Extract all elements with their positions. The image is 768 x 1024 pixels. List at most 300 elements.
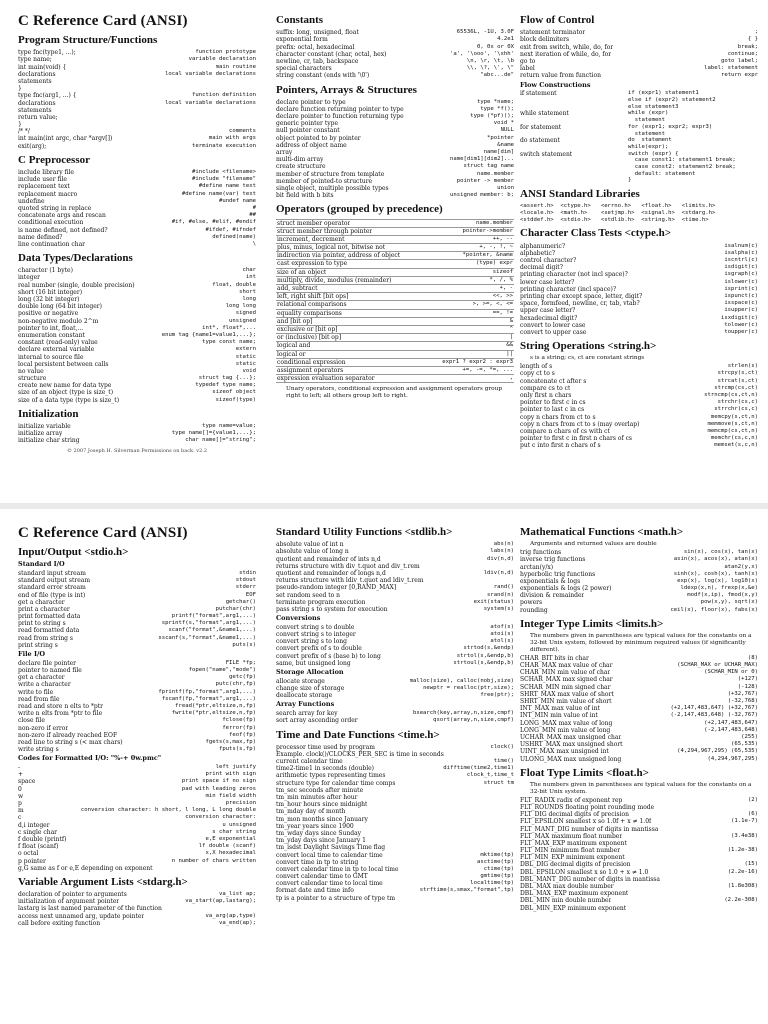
row-syntax: memchr(cs,c,n) xyxy=(710,435,758,442)
row-syntax: name.member xyxy=(476,170,514,177)
row-description: UCHAR_MAX max unsigned char xyxy=(520,733,622,741)
row-syntax: sinh(x), cosh(x), tanh(x) xyxy=(673,570,758,577)
card-title: C Reference Card (ANSI) xyxy=(18,13,188,29)
row-description: - xyxy=(18,764,21,772)
reference-row xyxy=(276,293,514,301)
reference-row xyxy=(276,765,514,772)
row-description: FLT_RADIX radix of exponent rep xyxy=(520,796,623,804)
row-description: tm_isdst Daylight Savings Time flag xyxy=(276,844,386,852)
row-syntax: strrchr(cs,c) xyxy=(714,406,758,413)
row-description: logical or xyxy=(277,350,306,358)
section-heading: Float Type Limits <float.h> xyxy=(520,766,649,779)
reference-row xyxy=(276,178,514,185)
reference-row xyxy=(520,385,758,392)
construction-code: while (expr) statement xyxy=(628,110,669,124)
row-description: standard output stream xyxy=(18,577,91,585)
reference-row xyxy=(276,895,514,902)
row-description: write to file xyxy=(18,688,54,696)
row-syntax: isupper(c) xyxy=(724,307,758,314)
section-rows xyxy=(520,655,758,763)
reference-row xyxy=(520,727,758,734)
row-syntax: newptr = realloc(ptr,size); xyxy=(423,684,514,691)
reference-row xyxy=(18,843,256,850)
limits-note: The numbers given in parentheses are typical values for the constants on a 32-bit Unix system, followed by minimum required values (if significantly different). xyxy=(530,633,752,653)
row-description: upper case letter? xyxy=(520,307,576,315)
reference-row xyxy=(18,660,256,667)
row-syntax: void * xyxy=(493,120,514,127)
row-syntax: ispunct(c) xyxy=(724,292,758,299)
reference-row xyxy=(18,606,256,613)
row-syntax: (type) expr xyxy=(475,260,513,267)
reference-row xyxy=(276,277,514,285)
row-syntax: atoi(s) xyxy=(490,631,514,638)
construction-name: if statement xyxy=(520,90,557,98)
row-syntax: min field width xyxy=(205,792,256,799)
row-description: character (1 byte) xyxy=(18,267,73,275)
row-syntax: main with args xyxy=(208,135,256,142)
reference-row xyxy=(520,897,758,904)
row-description: struct member operator xyxy=(277,219,351,227)
row-description: CHAR_MAX max value of char xyxy=(520,662,613,670)
section-heading: C Preprocessor xyxy=(18,153,90,166)
library-line: <stddef.h> <stdio.h> <stdlib.h> <string.h> <time.h> xyxy=(520,216,709,223)
row-description: trig functions xyxy=(520,549,562,557)
row-syntax: variable declaration xyxy=(188,56,256,63)
section-rows xyxy=(18,49,256,150)
row-description: constant (read-only) value xyxy=(18,339,98,347)
row-description: DBL_MAX max double number xyxy=(520,883,614,891)
row-description: non-zero if error xyxy=(18,724,69,732)
row-syntax: type const name; xyxy=(202,339,256,346)
row-syntax: name[dim] xyxy=(483,149,514,155)
reference-row xyxy=(18,599,256,606)
row-description: declare pointer to function returning type xyxy=(276,113,404,121)
section-heading: Pointers, Arrays & Structures xyxy=(276,83,417,96)
reference-row xyxy=(276,51,514,58)
reference-row xyxy=(520,854,758,861)
row-description: quotient and remainder of ints n,d xyxy=(276,555,381,563)
row-syntax: strtol(s,&endp,b) xyxy=(456,652,514,659)
row-syntax: #ifdef, #ifndef xyxy=(205,226,256,233)
row-syntax: strchr(cs,c) xyxy=(717,399,758,406)
row-syntax: break; xyxy=(737,43,758,50)
row-syntax: localtime(tp) xyxy=(470,880,514,887)
row-description: USHRT_MAX max unsigned short xyxy=(520,741,623,749)
operators-note: Unary operators, conditional expression and assignment operators group right to left; all others group left to right. xyxy=(286,386,503,400)
row-description: newline, cr, tab, backspace xyxy=(276,57,359,65)
row-syntax: asin(x), acos(x), atan(x) xyxy=(673,556,758,563)
row-syntax: abs(n) xyxy=(493,541,514,548)
subsection-heading: Conversions xyxy=(276,614,321,623)
operator-precedence-table xyxy=(276,219,514,384)
row-syntax: struct tag name xyxy=(463,163,514,170)
row-syntax: malloc(size), calloc(nobj,size) xyxy=(409,677,514,684)
reference-row xyxy=(276,584,514,591)
row-syntax: fprintf(fp,"format",arg1,...) xyxy=(158,688,256,695)
row-description: arctan(y/x) xyxy=(520,563,554,571)
row-syntax: || xyxy=(506,350,513,357)
reference-row xyxy=(18,764,256,771)
construction-row xyxy=(520,90,758,110)
reference-row xyxy=(520,264,758,271)
reference-row xyxy=(18,332,256,339)
row-syntax: strncmp(cs,ct,n) xyxy=(704,391,758,398)
row-description: returns structure with div_t.quot and div_t.rem xyxy=(276,562,420,570)
row-description: print to string s xyxy=(18,620,66,628)
row-syntax: strcmp(cs,ct) xyxy=(714,384,758,391)
row-description: DBL_MANT_DIG number of digits in mantissa xyxy=(520,875,660,883)
page-divider xyxy=(0,503,768,509)
row-description: pointer to first c in first n chars of cs xyxy=(520,435,633,443)
row-description: create structure xyxy=(276,163,326,171)
row-syntax: void xyxy=(242,367,256,374)
row-syntax: sizeof object xyxy=(212,389,256,396)
row-description: convert string s to integer xyxy=(276,631,356,639)
reference-row xyxy=(18,681,256,688)
reference-row xyxy=(18,382,256,389)
construction-name: for statement xyxy=(520,123,562,131)
reference-row xyxy=(276,163,514,170)
reference-row xyxy=(520,271,758,278)
row-syntax: float, double xyxy=(212,281,256,288)
row-syntax: \n, \r, \t, \b xyxy=(466,57,514,64)
reference-row xyxy=(18,898,256,905)
row-description: array xyxy=(276,149,293,156)
row-description: statements xyxy=(18,106,52,114)
section-heading: Integer Type Limits <limits.h> xyxy=(520,617,664,630)
reference-row xyxy=(18,303,256,310)
reference-row xyxy=(276,260,514,268)
row-syntax: x,X hexadecimal xyxy=(205,850,256,857)
reference-row xyxy=(276,548,514,555)
row-description: change size of storage xyxy=(276,684,345,692)
row-description: copy ct to s xyxy=(520,370,555,378)
row-description: m xyxy=(18,807,24,815)
construction-name: while statement xyxy=(520,110,569,118)
row-description: tm_hour hours since midnight xyxy=(276,801,368,809)
reference-row xyxy=(520,599,758,606)
reference-row xyxy=(18,267,256,274)
row-description: read formatted data xyxy=(18,627,80,635)
reference-row xyxy=(18,717,256,724)
reference-row xyxy=(276,149,514,156)
reference-row xyxy=(18,920,256,927)
row-syntax: pointer->member xyxy=(462,227,513,234)
row-syntax: isxdigit(c) xyxy=(720,314,758,321)
reference-row xyxy=(18,346,256,353)
row-description: concatenate args and rescan xyxy=(18,212,106,220)
row-description: type fnc(arg1, ...) { xyxy=(18,92,77,100)
reference-row xyxy=(520,257,758,264)
section-rows xyxy=(276,710,514,724)
reference-row xyxy=(520,905,758,912)
row-syntax: fopen("name","mode") xyxy=(188,667,256,674)
reference-row xyxy=(276,252,514,260)
row-description: space xyxy=(18,778,36,786)
row-description: block delimiters xyxy=(520,36,570,44)
row-description: declarations xyxy=(18,99,56,107)
reference-row xyxy=(18,234,256,241)
row-description: FLT_MIN minimum float number xyxy=(520,847,621,855)
row-syntax: name[dim1][dim2]... xyxy=(450,156,514,163)
reference-row xyxy=(520,406,758,413)
library-line: <locale.h> <math.h> <setjmp.h> <signal.h> <stdarg.h> xyxy=(520,210,716,217)
row-description: hexadecimal digit? xyxy=(520,314,578,322)
row-syntax: strcpy(s,ct) xyxy=(717,370,758,377)
row-syntax: n number of chars written xyxy=(171,857,256,864)
row-syntax: s char string xyxy=(212,828,256,835)
reference-row xyxy=(520,322,758,329)
reference-card-front xyxy=(0,0,768,500)
row-description: control character? xyxy=(520,257,577,264)
row-description: allocate storage xyxy=(276,677,325,685)
row-description: FLT_MAX_EXP maximum exponent xyxy=(520,839,627,847)
construction-row xyxy=(520,124,758,137)
row-syntax: precision xyxy=(225,800,256,807)
row-syntax: *pointer xyxy=(487,134,514,141)
row-description: lower case letter? xyxy=(520,278,575,286)
reference-row xyxy=(276,717,514,724)
row-description: lastarg is last named parameter of the function xyxy=(18,905,162,913)
row-syntax: unsigned xyxy=(229,317,256,324)
reference-row xyxy=(276,859,514,866)
row-description: time2-time1 in seconds (double) xyxy=(276,765,375,773)
row-syntax: isalpha(c) xyxy=(724,249,758,256)
card-title: C Reference Card (ANSI) xyxy=(18,525,188,541)
reference-row xyxy=(18,176,256,183)
row-description: member of structure from template xyxy=(276,170,385,178)
row-description: alphabetic? xyxy=(520,249,556,257)
reference-row xyxy=(276,228,514,236)
math-note: Arguments and returned values are double xyxy=(530,541,657,548)
row-description: write a character xyxy=(18,681,71,689)
section-rows xyxy=(18,570,256,649)
reference-row xyxy=(18,778,256,785)
row-description: convert string s to double xyxy=(276,623,355,631)
row-syntax: long xyxy=(242,296,256,302)
reference-row xyxy=(276,65,514,72)
row-description: standard input stream xyxy=(18,569,86,577)
row-description: special characters xyxy=(276,65,332,73)
reference-row xyxy=(18,836,256,843)
row-description: indirection via pointer, address of object xyxy=(277,252,401,260)
row-syntax: short xyxy=(239,288,256,295)
row-syntax: #define name(var) text xyxy=(181,190,256,197)
reference-row xyxy=(18,703,256,710)
row-description: read from string s xyxy=(18,634,74,642)
section-heading: Character Class Tests <ctype.h> xyxy=(520,227,672,240)
row-syntax: type name=value; xyxy=(202,423,256,429)
row-description: DBL_MIN_EXP minimum exponent xyxy=(520,904,627,912)
row-description: f float (scanf) xyxy=(18,843,59,851)
construction-name: do statement xyxy=(520,137,560,145)
reference-row xyxy=(520,315,758,322)
row-syntax: (65,535) xyxy=(731,741,758,748)
row-syntax: isdigit(c) xyxy=(724,264,758,271)
section-heading: Data Types/Declarations xyxy=(18,252,133,265)
row-syntax: memcmp(cs,ct,n) xyxy=(707,427,758,434)
row-description: LONG_MIN min value of long xyxy=(520,726,611,734)
row-description: print formatted data xyxy=(18,613,81,621)
reference-row xyxy=(520,399,758,406)
reference-row xyxy=(18,592,256,599)
reference-row xyxy=(276,787,514,794)
row-description: + xyxy=(18,771,24,779)
row-syntax: struct tm xyxy=(483,779,514,786)
reference-row xyxy=(520,442,758,449)
row-description: convert prefix of s to double xyxy=(276,645,362,653)
reference-row xyxy=(276,816,514,823)
row-syntax: u unsigned xyxy=(222,821,256,828)
reference-row xyxy=(276,772,514,779)
row-syntax: main routine xyxy=(215,63,256,70)
reference-row xyxy=(18,128,256,135)
section-rows xyxy=(18,267,256,404)
row-syntax: function prototype xyxy=(195,49,256,56)
reference-row xyxy=(276,660,514,667)
reference-row xyxy=(276,156,514,163)
row-description: go to xyxy=(520,57,536,65)
row-syntax: function definition xyxy=(192,92,256,99)
row-syntax: va_start(ap,lastarg); xyxy=(185,898,256,905)
section-rows xyxy=(520,29,758,79)
row-description: /* */ xyxy=(18,128,30,136)
row-syntax: +, - xyxy=(499,285,513,291)
row-description: is name defined, not defined? xyxy=(18,226,108,234)
subsection-heading: Array Functions xyxy=(276,700,335,709)
row-syntax: (SCHAR_MAX or UCHAR_MAX) xyxy=(677,662,758,669)
reference-row xyxy=(276,801,514,808)
reference-row xyxy=(520,684,758,691)
row-description: tm_mday day of month xyxy=(276,808,346,816)
row-description: g,G same as f or e,E depending on exponent xyxy=(18,864,153,872)
row-description: pass string s to system for execution xyxy=(276,605,388,613)
row-syntax: putc(chr,fp) xyxy=(215,681,256,688)
reference-row xyxy=(520,414,758,421)
row-description: call before exiting function xyxy=(18,919,101,927)
row-syntax: type name[]={value1,...}; xyxy=(171,430,256,437)
row-description: set random seed to n xyxy=(276,591,341,599)
reference-row xyxy=(18,56,256,63)
reference-row xyxy=(276,310,514,318)
row-description: FLT_ROUNDS floating point rounding mode xyxy=(520,803,655,811)
row-syntax: long long xyxy=(225,303,256,310)
row-syntax: continue; xyxy=(727,50,758,57)
reference-row xyxy=(520,293,758,300)
row-syntax: local variable declarations xyxy=(165,70,256,77)
row-description: FLT_DIG decimal digits of precision xyxy=(520,811,629,819)
reference-row xyxy=(18,169,256,176)
row-syntax: sizeof xyxy=(492,268,513,275)
row-syntax: (1.1e-7) xyxy=(731,818,758,825)
reference-row xyxy=(520,370,758,377)
row-description: line continuation char xyxy=(18,240,86,248)
row-syntax: 4.2e1 xyxy=(497,36,514,43)
reference-row xyxy=(18,212,256,219)
row-description: decimal digit? xyxy=(520,264,563,272)
row-description: enumeration constant xyxy=(18,331,85,339)
row-syntax: && xyxy=(506,342,513,349)
row-description: and [bit op] xyxy=(277,317,313,325)
row-description: convert time in tp to string xyxy=(276,858,359,866)
reference-row xyxy=(18,135,256,142)
reference-row xyxy=(520,72,758,79)
row-syntax: iscntrl(c) xyxy=(724,257,758,263)
row-description: FLT_MANT_DIG number of digits in mantissa xyxy=(520,825,659,833)
reference-row xyxy=(520,571,758,578)
row-description: declare pointer to type xyxy=(276,98,346,106)
row-syntax: char name[]="string"; xyxy=(185,437,256,444)
row-syntax: free(ptr); xyxy=(480,692,514,699)
row-description: same, but unsigned long xyxy=(276,659,351,667)
reference-row xyxy=(276,318,514,326)
row-description: powers xyxy=(520,599,543,607)
section-rows xyxy=(276,678,514,700)
construction-code: do statement while(expr); xyxy=(628,137,672,150)
row-syntax: fscanf(fp,"format",arg1,...) xyxy=(161,695,256,702)
reference-row xyxy=(276,120,514,127)
row-syntax: conversion character: h short, l long, L long double xyxy=(80,807,256,814)
row-description: tm_min minutes after hour xyxy=(276,794,358,802)
row-syntax: #define name text xyxy=(198,183,256,190)
row-syntax: sin(x), cos(x), tan(x) xyxy=(683,549,758,556)
reference-row xyxy=(18,198,256,205)
row-description: copy n chars from ct to s xyxy=(520,413,596,421)
row-syntax: strlen(s) xyxy=(727,363,758,370)
reference-row xyxy=(276,808,514,815)
row-syntax: modf(x,ip), fmod(x,y) xyxy=(687,592,758,599)
row-description: printing char except space, letter, digit? xyxy=(520,292,643,300)
row-syntax: e,E exponential xyxy=(205,835,256,842)
row-description: space, formfeed, newline, cr, tab, vtab? xyxy=(520,300,640,308)
reference-row xyxy=(520,826,758,833)
reference-row xyxy=(276,599,514,606)
row-description: absolute value of long n xyxy=(276,548,349,556)
row-syntax: (-2,147,483,648) (-32,767) xyxy=(670,712,758,719)
row-syntax: #undef name xyxy=(218,197,256,204)
row-syntax: ldiv(n,d) xyxy=(483,569,514,576)
construction-row xyxy=(520,110,758,123)
reference-row xyxy=(18,437,256,444)
flow-constructions xyxy=(520,90,758,184)
reference-row xyxy=(276,359,514,367)
row-syntax: memmove(s,ct,n) xyxy=(707,420,758,427)
reference-row xyxy=(18,423,256,430)
row-description: terminate program execution xyxy=(276,598,366,606)
row-description: p xyxy=(18,800,22,808)
reference-row xyxy=(18,829,256,836)
reference-row xyxy=(18,92,256,99)
construction-name: switch statement xyxy=(520,150,573,158)
reference-row xyxy=(276,135,514,142)
row-syntax: static xyxy=(235,360,256,367)
row-syntax: strcat(s,ct) xyxy=(717,377,758,384)
reference-row xyxy=(520,861,758,868)
row-description: multi-dim array xyxy=(276,156,324,164)
row-syntax: (2.2e-16) xyxy=(727,868,758,875)
row-description: SCHAR_MAX max signed char xyxy=(520,676,613,684)
section-rows xyxy=(520,797,758,912)
row-description: exit from switch, while, do, for xyxy=(520,43,614,51)
row-syntax: (+127) xyxy=(737,676,758,683)
reference-row xyxy=(18,850,256,857)
construction-code: switch (expr) { case const1: statement1 break; case const2: statement2 break; default: statement } xyxy=(628,150,736,184)
row-syntax: system(s) xyxy=(483,605,514,612)
section-rows xyxy=(520,243,758,336)
row-description: conditional expression xyxy=(277,358,346,366)
reference-row xyxy=(520,29,758,36)
construction-row xyxy=(520,137,758,150)
